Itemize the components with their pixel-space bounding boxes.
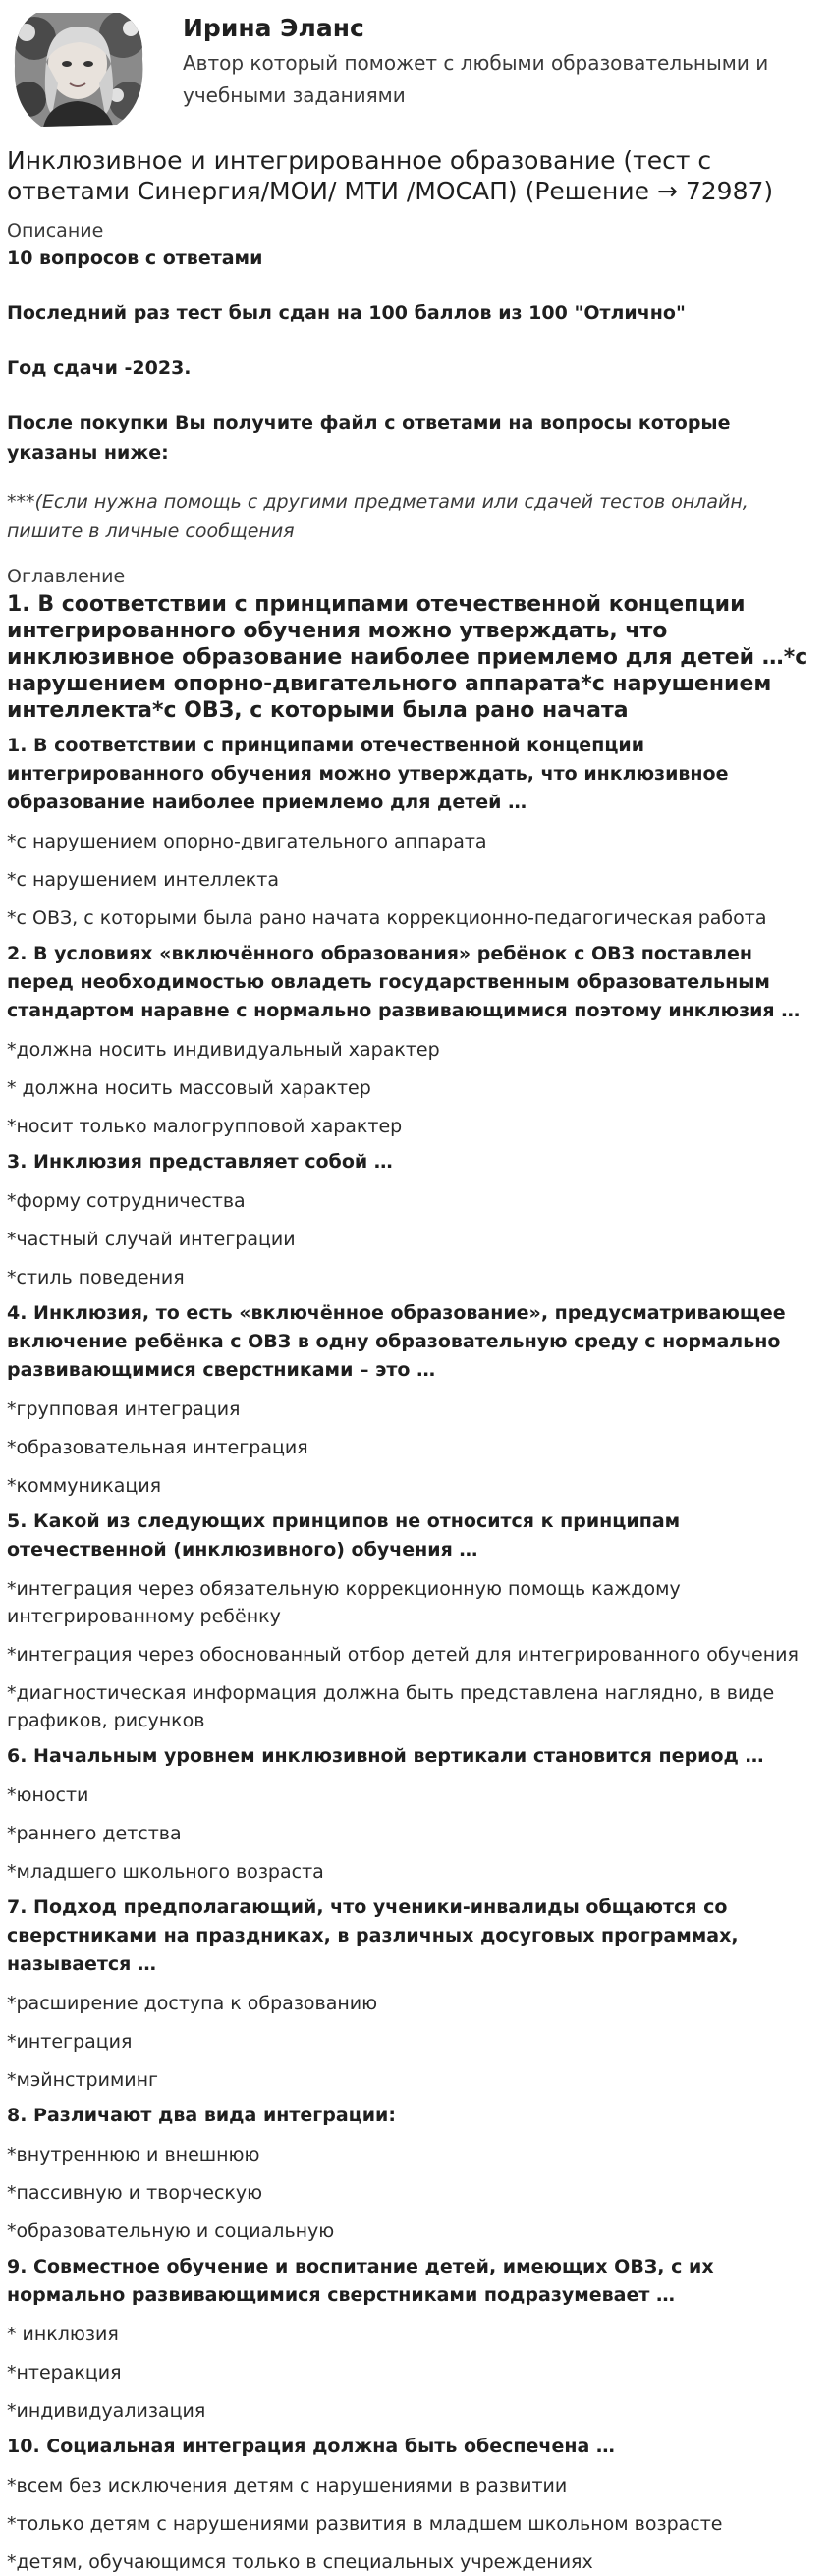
answer-option: *мэйнстриминг bbox=[7, 2069, 159, 2091]
answer-option: *детям, обучающимся только в специальных учреждениях bbox=[7, 2551, 593, 2573]
answer-option: *нтеракция bbox=[7, 2362, 122, 2384]
question-text: 8. Различают два вида интеграции: bbox=[7, 2105, 396, 2126]
question-text: 5. Какой из следующих принципов не относится к принципам отечественной (инклюзивного) обучения … bbox=[7, 1510, 681, 1561]
answer-option: *частный случай интеграции bbox=[7, 1229, 296, 1250]
question-block bbox=[7, 2102, 822, 2245]
answer-option: *диагностическая информация должна быть представлена наглядно, в виде графиков, рисунков bbox=[7, 1682, 775, 1731]
answer-option: *только детям с нарушениями развития в младшем школьном возрасте bbox=[7, 2513, 723, 2535]
toc-label: Оглавление bbox=[7, 566, 126, 587]
answer-option: *внутреннюю и внешнюю bbox=[7, 2144, 260, 2165]
question-text: 3. Инклюзия представляет собой … bbox=[7, 1151, 393, 1173]
question-block bbox=[7, 940, 822, 1140]
question-text: 6. Начальным уровнем инклюзивной вертикали становится период … bbox=[7, 1745, 764, 1767]
question-block bbox=[7, 2433, 822, 2576]
answer-option: *расширение доступа к образованию bbox=[7, 1993, 378, 2014]
question-block bbox=[7, 1148, 822, 1291]
answer-option: *с нарушением интеллекта bbox=[7, 869, 279, 891]
question-text: 10. Социальная интеграция должна быть обеспечена … bbox=[7, 2436, 615, 2457]
answer-option: *интеграция bbox=[7, 2031, 133, 2053]
answer-option: *интеграция через обязательную коррекционную помощь каждому интегрированному ребёнку bbox=[7, 1578, 681, 1627]
question-block bbox=[7, 1299, 822, 1500]
question-block bbox=[7, 2253, 822, 2425]
question-text: 4. Инклюзия, то есть «включённое образование», предусматривающее включение ребёнка с ОВЗ в одну образовательную среду с нормально развивающимися сверстниками – это … bbox=[7, 1302, 786, 1381]
description-line: 10 вопросов с ответами bbox=[7, 247, 263, 269]
question-block bbox=[7, 1507, 822, 1734]
question-text: 9. Совместное обучение и воспитание детей, имеющих ОВЗ, с их нормально развивающимися сверстниками подразумевает … bbox=[7, 2256, 714, 2306]
answer-option: *всем без исключения детям с нарушениями в развитии bbox=[7, 2475, 568, 2496]
question-text: 1. В соответствии с принципами отечественной концепции интегрированного обучения можно утверждать, что инклюзивное образование наиболее приемлемо для детей … bbox=[7, 735, 729, 813]
question-block bbox=[7, 732, 822, 932]
question-text: 7. Подход предполагающий, что ученики-инвалиды общаются со сверстниками на праздниках, в различных досуговых программах, называется … bbox=[7, 1896, 739, 1975]
answer-option: *форму сотрудничества bbox=[7, 1190, 246, 1212]
answer-option: *носит только малогрупповой характер bbox=[7, 1116, 403, 1137]
answer-option: *с ОВЗ, с которыми была рано начата коррекционно-педагогическая работа bbox=[7, 907, 767, 929]
description bbox=[7, 244, 822, 546]
question-list bbox=[7, 732, 822, 2576]
answer-option: *коммуникация bbox=[7, 1475, 162, 1497]
answer-option: *образовательную и социальную bbox=[7, 2220, 335, 2242]
author-description: Автор который поможет с любыми образовательными и учебными заданиями bbox=[183, 51, 769, 107]
author-name[interactable]: Ирина Эланс bbox=[183, 14, 364, 42]
description-line: После покупки Вы получите файл с ответами на вопросы которые указаны ниже: bbox=[7, 412, 731, 464]
description-line: Последний раз тест был сдан на 100 баллов из 100 "Отлично" bbox=[7, 302, 686, 324]
question-block bbox=[7, 1893, 822, 2094]
question-text: 2. В условиях «включённого образования» ребёнок с ОВЗ поставлен перед необходимостью овладеть государственным образовательным стандартом наравне с нормально развивающимися поэтому инклюзия … bbox=[7, 943, 801, 1021]
answer-option: *групповая интеграция bbox=[7, 1398, 241, 1420]
toc-heading: 1. В соответствии с принципами отечественной концепции интегрированного обучения можно утверждать, что инклюзивное образование наиболее приемлемо для детей …*с нарушением опорно-двигательного аппарата*с нарушением интеллекта*с ОВЗ, с которыми была рано начата bbox=[7, 592, 808, 723]
description-note: ***(Если нужна помощь с другими предметами или сдачей тестов онлайн, пишите в личные сообщения bbox=[7, 491, 749, 542]
description-label: Описание bbox=[7, 220, 104, 242]
answer-option: * инклюзия bbox=[7, 2324, 119, 2345]
answer-option: *индивидуализация bbox=[7, 2400, 206, 2422]
description-line: Год сдачи -2023. bbox=[7, 357, 192, 379]
answer-option: *пассивную и творческую bbox=[7, 2182, 263, 2204]
work-content bbox=[7, 145, 822, 2576]
answer-option: * должна носить массовый характер bbox=[7, 1077, 371, 1099]
question-block bbox=[7, 1742, 822, 1886]
answer-option: *с нарушением опорно-двигательного аппарата bbox=[7, 831, 487, 852]
answer-option: *стиль поведения bbox=[7, 1267, 185, 1288]
answer-option: *интеграция через обоснованный отбор детей для интегрированного обучения bbox=[7, 1644, 799, 1666]
work-title: Инклюзивное и интегрированное образование (тест с ответами Синергия/МОИ/ МТИ /МОСАП) (Решение → 72987) bbox=[7, 146, 774, 205]
answer-option: *должна носить индивидуальный характер bbox=[7, 1039, 440, 1061]
answer-option: *юности bbox=[7, 1784, 89, 1806]
answer-option: *младшего школьного возраста bbox=[7, 1861, 324, 1883]
author-card bbox=[0, 0, 832, 137]
answer-option: *образовательная интеграция bbox=[7, 1437, 308, 1458]
author-avatar[interactable] bbox=[7, 5, 149, 133]
answer-option: *раннего детства bbox=[7, 1823, 182, 1844]
